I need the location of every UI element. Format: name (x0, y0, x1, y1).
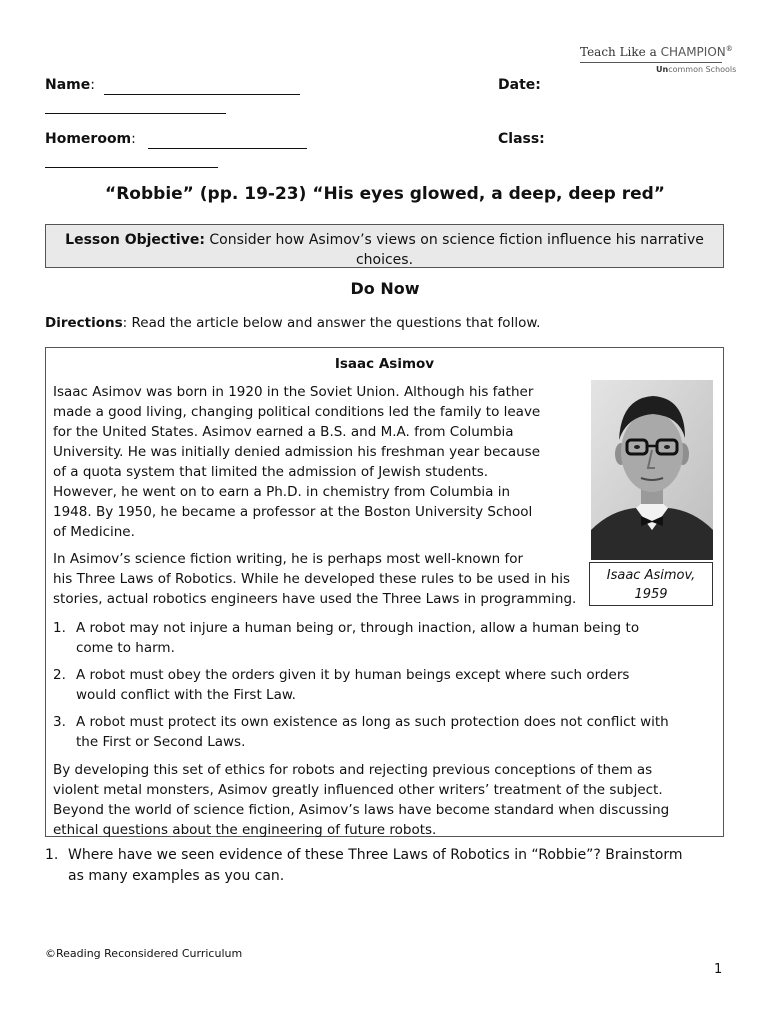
photo-caption: Isaac Asimov, 1959 (589, 562, 713, 606)
page-title: “Robbie” (pp. 19-23) “His eyes glowed, a deep, deep red” (105, 184, 665, 204)
logo-org-bold: Un (656, 65, 669, 74)
para3-line: ethical questions about the engineering of future robots. (53, 822, 437, 838)
para1-line: of Medicine. (53, 524, 135, 540)
para1-line: of a quota system that limited the admission of Jewish students. (53, 464, 489, 480)
law-line: the First or Second Laws. (76, 734, 246, 750)
objective-text: Consider how Asimov’s views on science fiction influence his narrative choices. (204, 232, 704, 268)
para3-line: By developing this set of ethics for robots and rejecting previous conceptions of them as (53, 762, 653, 778)
name-label: Name: (45, 77, 95, 93)
law-line: A robot must obey the orders given it by human beings except where such orders (76, 667, 630, 683)
law-line: come to harm. (76, 640, 175, 656)
para1-line: Isaac Asimov was born in 1920 in the Soviet Union. Although his father (53, 384, 534, 400)
para1-line: for the United States. Asimov earned a B.S. and M.A. from Columbia (53, 424, 514, 440)
question-line: Where have we seen evidence of these Three Laws of Robotics in “Robbie”? Brainstorm (68, 847, 683, 863)
para1-line: University. He was initially denied admission his freshman year because (53, 444, 540, 460)
directions: Directions: Read the article below and answer the questions that follow. (45, 315, 541, 331)
law-number: 1. (53, 620, 66, 636)
para3-line: violent metal monsters, Asimov greatly influenced other writers’ treatment of the subject. (53, 782, 663, 798)
do-now-heading: Do Now (350, 279, 420, 298)
question-line: as many examples as you can. (68, 868, 285, 884)
law-number: 3. (53, 714, 66, 730)
logo-org-rest: common Schools (668, 65, 737, 74)
para2-line: his Three Laws of Robotics. While he developed these rules to be used in his (53, 571, 571, 587)
objective-label: Lesson Objective: (65, 232, 205, 248)
lesson-objective-box (45, 224, 724, 268)
name-line[interactable] (104, 94, 300, 95)
logo-text: Teach Like a (580, 45, 657, 59)
article-title: Isaac Asimov (334, 356, 435, 372)
uncommon-schools-logo (656, 65, 736, 74)
teach-like-a-champion-logo (580, 45, 733, 59)
para1-line: made a good living, changing political conditions led the family to leave (53, 404, 541, 420)
asimov-portrait-photo (591, 380, 713, 560)
homeroom-label: Homeroom: (45, 131, 136, 147)
para2-line: In Asimov’s science fiction writing, he is perhaps most well-known for (53, 551, 524, 567)
page-number: 1 (714, 962, 723, 977)
footer-copyright: ©Reading Reconsidered Curriculum (45, 947, 243, 960)
homeroom-line-cont[interactable] (45, 167, 218, 168)
question-number: 1. (45, 847, 59, 863)
name-line-cont[interactable] (45, 113, 226, 114)
class-label: Class: (498, 131, 545, 147)
logo-registered-mark: ® (725, 45, 733, 53)
para1-line: However, he went on to earn a Ph.D. in chemistry from Columbia in (53, 484, 511, 500)
para2-line: stories, actual robotics engineers have used the Three Laws in programming. (53, 591, 577, 607)
law-line: would conflict with the First Law. (76, 687, 296, 703)
law-line: A robot may not injure a human being or, through inaction, allow a human being to (76, 620, 640, 636)
homeroom-line[interactable] (148, 148, 307, 149)
law-number: 2. (53, 667, 66, 683)
logo-rule (580, 62, 722, 63)
para1-line: 1948. By 1950, he became a professor at the Boston University School (53, 504, 533, 520)
para3-line: Beyond the world of science fiction, Asimov’s laws have become standard when discussing (53, 802, 670, 818)
law-line: A robot must protect its own existence as long as such protection does not conflict with (76, 714, 669, 730)
logo-champion: CHAMPION (660, 45, 726, 59)
date-label: Date: (498, 77, 541, 93)
